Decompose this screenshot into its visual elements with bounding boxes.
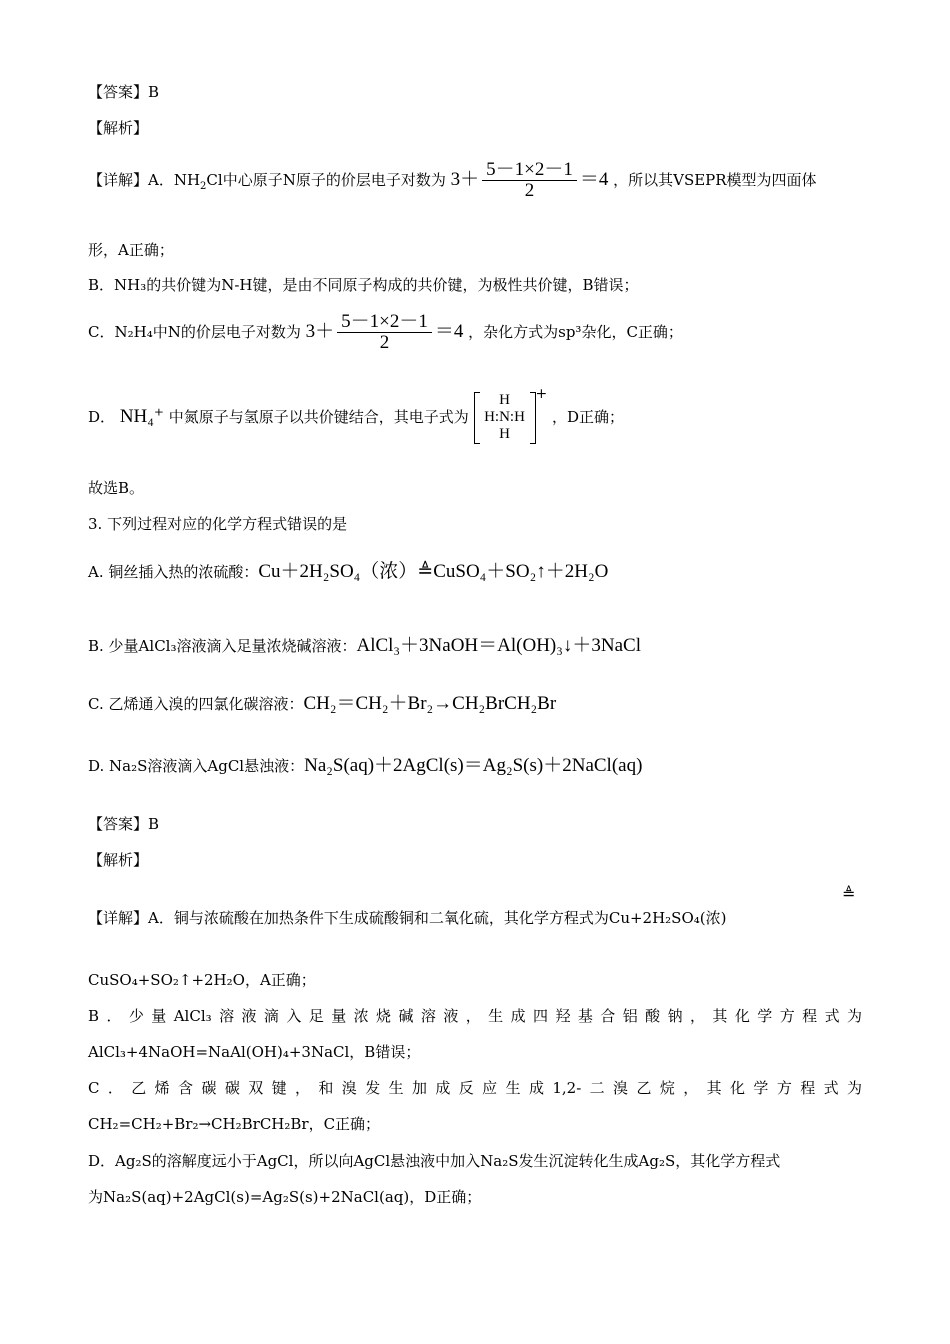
d-post: ，D正确； [552,408,625,426]
q3-detail-d: D．Ag₂S的溶解度远小于AgCl，所以向AgCl悬浊液中加入Na₂S发生沉淀转化生成Ag₂S，其化学方程式 [88,1152,781,1170]
frac2-tail: ＝4 [434,320,464,342]
conclusion: 故选B。 [88,479,145,497]
ammonium-ion: NH₄⁺ [119,406,164,427]
option-c-text: C. 乙烯通入溴的四氯化碳溶液： [88,695,304,713]
frac1-den: 2 [524,180,535,201]
option-d-equation: Na₂S(aq)＋2AgCl(s)＝Ag₂S(s)＋2NaCl(aq) [304,755,643,776]
option-b-text: B. 少量AlCl₃溶液滴入足量浓烧碱溶液： [88,637,357,655]
detail-d-line [88,386,625,444]
frac1-num: 5－1×2－1 [486,159,573,180]
frac2-den: 2 [379,332,390,353]
q3-detail-a-line2: CuSO₄+SO₂↑+2H₂O，A正确； [88,971,316,989]
option-d [88,756,642,776]
option-a-equation: Cu＋2H₂SO₄（浓）≜CuSO₄＋SO₂↑＋2H₂O [258,561,609,582]
q3-detail-d-line2: 为Na₂S(aq)+2AgCl(s)=Ag₂S(s)+2NaCl(aq)，D正确； [88,1188,482,1206]
detail-a-post: ，所以其VSEPR模型为四面体 [613,170,817,189]
option-c [88,694,556,714]
option-d-text: D. Na₂S溶液滴入AgCl悬浊液： [88,757,305,775]
detail-c-line [88,312,683,353]
frac2-num: 5－1×2－1 [341,311,428,332]
detail-a-line2: 形，A正确； [88,241,174,259]
d-pre: D． [88,408,116,426]
option-b [88,636,641,656]
ion-charge: + [535,386,548,402]
q3-detail-c-line2: CH₂=CH₂+Br₂→CH₂BrCH₂Br，C正确； [88,1115,381,1133]
c-post: ，杂化方式为sp³杂化，C正确； [468,322,683,341]
q3-answer-label: 【答案】B [88,815,160,833]
vsepr-formula-2 [305,311,469,353]
struct-bot: H [499,426,510,442]
frac1-tail: ＝4 [579,168,609,190]
struct-top: H [499,392,510,408]
answer-label: 【答案】B [88,83,160,101]
q3-detail-b: B．少量AlCl₃溶液滴入足量浓烧碱溶液，生成四羟基合铝酸钠，其化学方程式为 [88,1007,862,1025]
q3-detail-a: 【详解】A．铜与浓硫酸在加热条件下生成硫酸铜和二氧化硫，其化学方程式为Cu+2H₂SO₄(浓) [88,909,727,927]
option-a-text: A. 铜丝插入热的浓硫酸： [88,563,259,581]
detail-b-line: B．NH₃的共价键为N-H键，是由不同原子构成的共价键，为极性共价键，B错误； [88,276,639,294]
struct-mid: H:N:H [484,409,525,425]
electron-formula [474,392,536,444]
option-b-equation: AlCl₃＋3NaOH＝Al(OH)₃↓＋3NaCl [356,635,641,656]
q3-analysis-label: 【解析】 [88,851,149,869]
heat-symbol: ≜ [842,886,856,903]
d-mid: 中氮原子与氢原子以共价键结合，其电子式为 [168,408,469,426]
frac1-lead: 3＋ [450,168,480,190]
detail-a-line: 【详解】A．$NH_2Cl$中心原子N原子的价层电子对数为 3＋ $\frac{5-1\times 2-1}{2}$ ＝4 ，所以其VSEPR模型为四面体 [88,159,817,201]
analysis-label: 【解析】 [88,119,149,137]
q3-detail-b-line2: AlCl₃+4NaOH=NaAl(OH)₄+3NaCl，B错误； [88,1043,421,1061]
option-a [88,562,608,582]
option-c-equation: CH₂＝CH₂＋Br₂→CH₂BrCH₂Br [303,693,557,714]
detail-a-mid: Cl中心原子N原子的价层电子对数为 [206,170,446,189]
q3-detail-c: C．乙烯含碳碳双键，和溴发生加成反应生成1,2-二溴乙烷，其化学方程式为 [88,1079,862,1097]
vsepr-formula-1 [450,159,614,201]
detail-a-pre: 【详解】A．NH [88,170,201,189]
q3-stem: 3. 下列过程对应的化学方程式错误的是 [88,515,348,533]
c-pre: C．N₂H₄中N的价层电子对数为 [88,322,301,341]
frac2-lead: 3＋ [305,320,335,342]
